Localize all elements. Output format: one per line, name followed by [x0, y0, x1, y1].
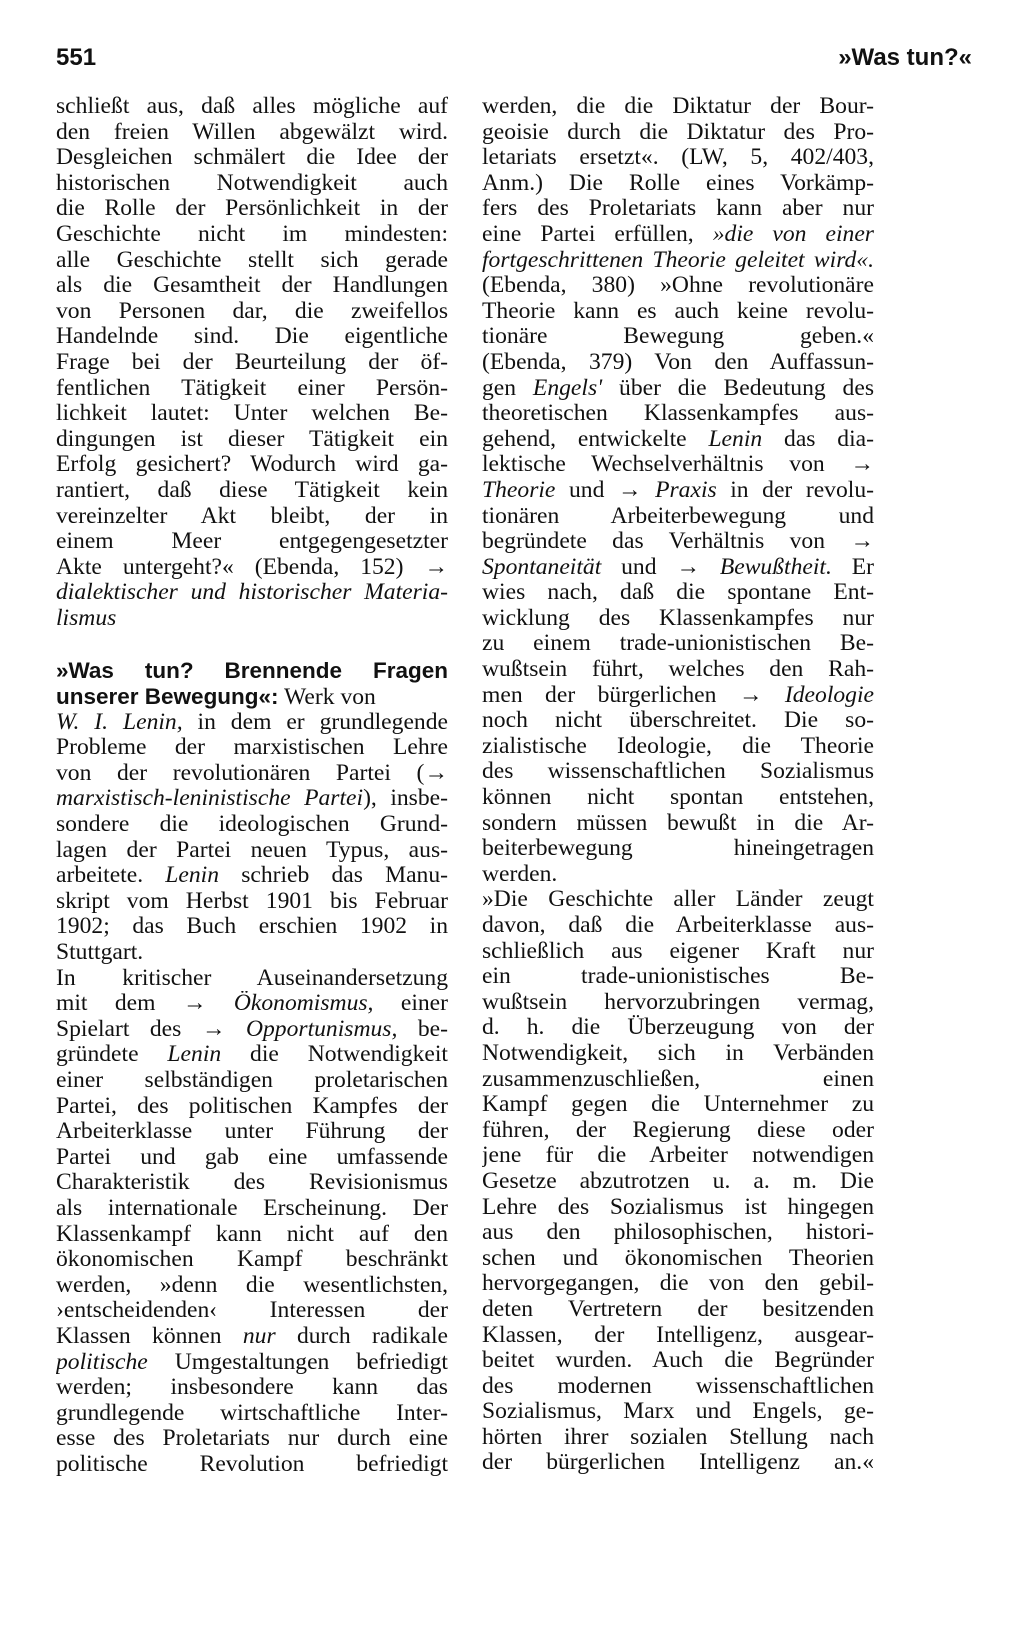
- text-line: beiterbewegung hineingetragen: [482, 836, 874, 862]
- page-number: 551: [56, 44, 97, 71]
- text-line: werden.: [482, 861, 558, 887]
- text-line: eine Partei erfüllen, »die von einer: [482, 221, 874, 247]
- text-line: wußtsein hervorzubringen vermag,: [482, 989, 874, 1015]
- text-line: ein trade-unionistisches Be-: [482, 964, 874, 990]
- text-line: werden, die die Diktatur der Bour-: [482, 94, 874, 119]
- text-line: tionäre Bewegung geben.«: [482, 324, 874, 350]
- text-line: marxistisch-leninistische Partei), insbe-: [56, 786, 448, 812]
- text-line: lektische Wechselverhältnis von →: [482, 452, 874, 478]
- text-line: Klassen können nur durch radikale: [56, 1323, 448, 1349]
- text-line: lismus: [56, 605, 117, 631]
- text-line: Frage bei der Beurteilung der öf-: [56, 349, 448, 375]
- text-line: deten Vertretern der besitzenden: [482, 1296, 874, 1322]
- text-line: den freien Willen abgewälzt wird.: [56, 119, 448, 145]
- text-line: Desgleichen schmälert die Idee der: [56, 145, 448, 171]
- page-header: [56, 44, 972, 84]
- text-line: Klassen, der Intelligenz, ausgear-: [482, 1322, 874, 1348]
- text-line: davon, daß die Arbeiterklasse aus-: [482, 913, 874, 938]
- text-line: als die Gesamtheit der Handlungen: [56, 273, 448, 299]
- text-line: Lehre des Sozialismus ist hingegen: [482, 1194, 874, 1220]
- text-line: beitet wurden. Auch die Begründer: [482, 1348, 874, 1374]
- text-line: von der revolutionären Partei (→: [56, 760, 448, 786]
- text-line: zu einem trade-unionistischen Be-: [482, 631, 874, 657]
- text-line: jene für die Arbeiter notwendigen: [482, 1143, 874, 1169]
- text-line: (Ebenda, 379) Von den Auffassun-: [482, 349, 874, 375]
- text-line: (Ebenda, 380) »Ohne revolutionäre: [482, 273, 874, 299]
- text-line: dialektischer und historischer Materia-: [56, 580, 448, 606]
- text-line: letariats ersetzt«. (LW, 5, 402/403,: [482, 145, 874, 171]
- text-line: gehend, entwickelte Lenin das dia-: [482, 426, 874, 452]
- text-line: Spontaneität und → Bewußtheit. Er: [482, 554, 874, 580]
- text-line: politische Umgestaltungen befriedigt: [56, 1349, 448, 1375]
- text-line: begründete das Verhältnis von →: [482, 529, 874, 555]
- text-line: schen und ökonomischen Theorien: [482, 1245, 874, 1271]
- text-line: wies nach, daß die spontane Ent-: [482, 580, 874, 606]
- text-line: politische Revolution befriedigt: [56, 1451, 448, 1477]
- text-line: Akte untergeht?« (Ebenda, 152) →: [56, 554, 448, 580]
- text-line: sondere die ideologischen Grund-: [56, 812, 448, 838]
- text-line: »Die Geschichte aller Länder zeugt: [482, 887, 874, 913]
- text-line: fentlichen Tätigkeit einer Persön-: [56, 375, 448, 401]
- text-line: unserer Bewegung«: Werk von: [56, 684, 376, 710]
- text-line: der bürgerlichen Intelligenz an.«: [482, 1450, 874, 1476]
- text-line: gen Engels' über die Bedeutung des: [482, 375, 874, 401]
- text-line: ökonomischen Kampf beschränkt: [56, 1247, 448, 1273]
- text-line: werden; insbesondere kann das: [56, 1375, 448, 1401]
- text-line: geoisie durch die Diktatur des Pro-: [482, 119, 874, 145]
- text-line: ›entscheidenden‹ Interessen der: [56, 1298, 448, 1324]
- text-line: Notwendigkeit, sich in Verbänden: [482, 1040, 874, 1066]
- text-line: vereinzelter Akt bleibt, der in: [56, 503, 448, 529]
- text-line: werden, »denn die wesentlichsten,: [56, 1272, 448, 1298]
- text-line: lichkeit lautet: Unter welchen Be-: [56, 401, 448, 427]
- text-line: noch nicht überschreitet. Die so-: [482, 708, 874, 734]
- text-line: In kritischer Auseinandersetzung: [56, 965, 448, 991]
- text-line: W. I. Lenin, in dem er grundlegende: [56, 709, 448, 735]
- text-line: mit dem → Ökonomismus, einer: [56, 991, 448, 1017]
- text-line: sondern müssen bewußt in die Ar-: [482, 810, 874, 836]
- text-line: von Personen dar, die zweifellos: [56, 298, 448, 324]
- text-line: historischen Notwendigkeit auch: [56, 170, 448, 196]
- text-line: »Was tun? Brennende Fragen: [56, 658, 448, 684]
- text-line: esse des Proletariats nur durch eine: [56, 1426, 448, 1452]
- running-title: »Was tun?«: [838, 44, 972, 71]
- paragraph-gap: [56, 631, 448, 658]
- text-line: fers des Proletariats kann aber nur: [482, 196, 874, 222]
- text-line: lagen der Partei neuen Typus, aus-: [56, 837, 448, 863]
- text-line: wicklung des Klassenkampfes nur: [482, 605, 874, 631]
- text-line: Handelnde sind. Die eigentliche: [56, 324, 448, 350]
- text-line: Spielart des → Opportunismus, be-: [56, 1016, 448, 1042]
- text-line: Stuttgart.: [56, 940, 144, 965]
- text-line: hörten ihrer sozialen Stellung nach: [482, 1424, 874, 1450]
- text-line: einer selbständigen proletarischen: [56, 1067, 448, 1093]
- text-line: Sozialismus, Marx und Engels, ge-: [482, 1399, 874, 1425]
- left-text-column: [56, 94, 448, 1477]
- text-line: führen, der Regierung diese oder: [482, 1117, 874, 1143]
- text-line: als internationale Erscheinung. Der: [56, 1195, 448, 1221]
- text-line: dingungen ist dieser Tätigkeit ein: [56, 426, 448, 452]
- text-line: Theorie kann es auch keine revolu-: [482, 298, 874, 324]
- text-line: einem Meer entgegengesetzter: [56, 529, 448, 555]
- text-line: zialistische Ideologie, die Theorie: [482, 733, 874, 759]
- text-line: Charakteristik des Revisionismus: [56, 1170, 448, 1196]
- text-line: hervorgegangen, die von den gebil-: [482, 1271, 874, 1297]
- text-line: rantiert, daß diese Tätigkeit kein: [56, 477, 448, 503]
- text-line: Anm.) Die Rolle eines Vorkämp-: [482, 170, 874, 196]
- text-line: Erfolg gesichert? Wodurch wird ga-: [56, 452, 448, 478]
- right-text-column: [482, 94, 874, 1476]
- text-line: können nicht spontan entstehen,: [482, 785, 874, 811]
- text-line: grundlegende wirtschaftliche Inter-: [56, 1400, 448, 1426]
- text-line: aus den philosophischen, histori-: [482, 1220, 874, 1246]
- text-line: wußtsein führt, welches den Rah-: [482, 657, 874, 683]
- text-line: Klassenkampf kann nicht auf den: [56, 1221, 448, 1247]
- text-line: fortgeschrittenen Theorie geleitet wird«.: [482, 247, 874, 273]
- text-line: Partei, des politischen Kampfes der: [56, 1093, 448, 1119]
- text-line: tionären Arbeiterbewegung und: [482, 503, 874, 529]
- text-line: Theorie und → Praxis in der revolu-: [482, 477, 874, 503]
- text-line: gründete Lenin die Notwendigkeit: [56, 1042, 448, 1068]
- text-line: theoretischen Klassenkampfes aus-: [482, 401, 874, 427]
- text-line: d. h. die Überzeugung von der: [482, 1015, 874, 1041]
- text-line: Probleme der marxistischen Lehre: [56, 735, 448, 761]
- text-line: zusammenzuschließen, einen: [482, 1066, 874, 1092]
- text-line: men der bürgerlichen → Ideologie: [482, 682, 874, 708]
- text-line: alle Geschichte stellt sich gerade: [56, 247, 448, 273]
- text-line: Kampf gegen die Unternehmer zu: [482, 1092, 874, 1118]
- text-line: des wissenschaftlichen Sozialismus: [482, 759, 874, 785]
- text-line: schließlich aus eigener Kraft nur: [482, 938, 874, 964]
- text-line: Gesetze abzutrotzen u. a. m. Die: [482, 1168, 874, 1194]
- text-line: 1902; das Buch erschien 1902 in: [56, 914, 448, 940]
- text-line: des modernen wissenschaftlichen: [482, 1373, 874, 1399]
- text-line: Geschichte nicht im mindesten:: [56, 221, 448, 247]
- text-line: schließt aus, daß alles mögliche auf: [56, 94, 448, 119]
- text-line: skript vom Herbst 1901 bis Februar: [56, 888, 448, 914]
- text-line: die Rolle der Persönlichkeit in der: [56, 196, 448, 222]
- text-line: Partei und gab eine umfassende: [56, 1144, 448, 1170]
- text-line: arbeitete. Lenin schrieb das Manu-: [56, 863, 448, 889]
- text-line: Arbeiterklasse unter Führung der: [56, 1119, 448, 1145]
